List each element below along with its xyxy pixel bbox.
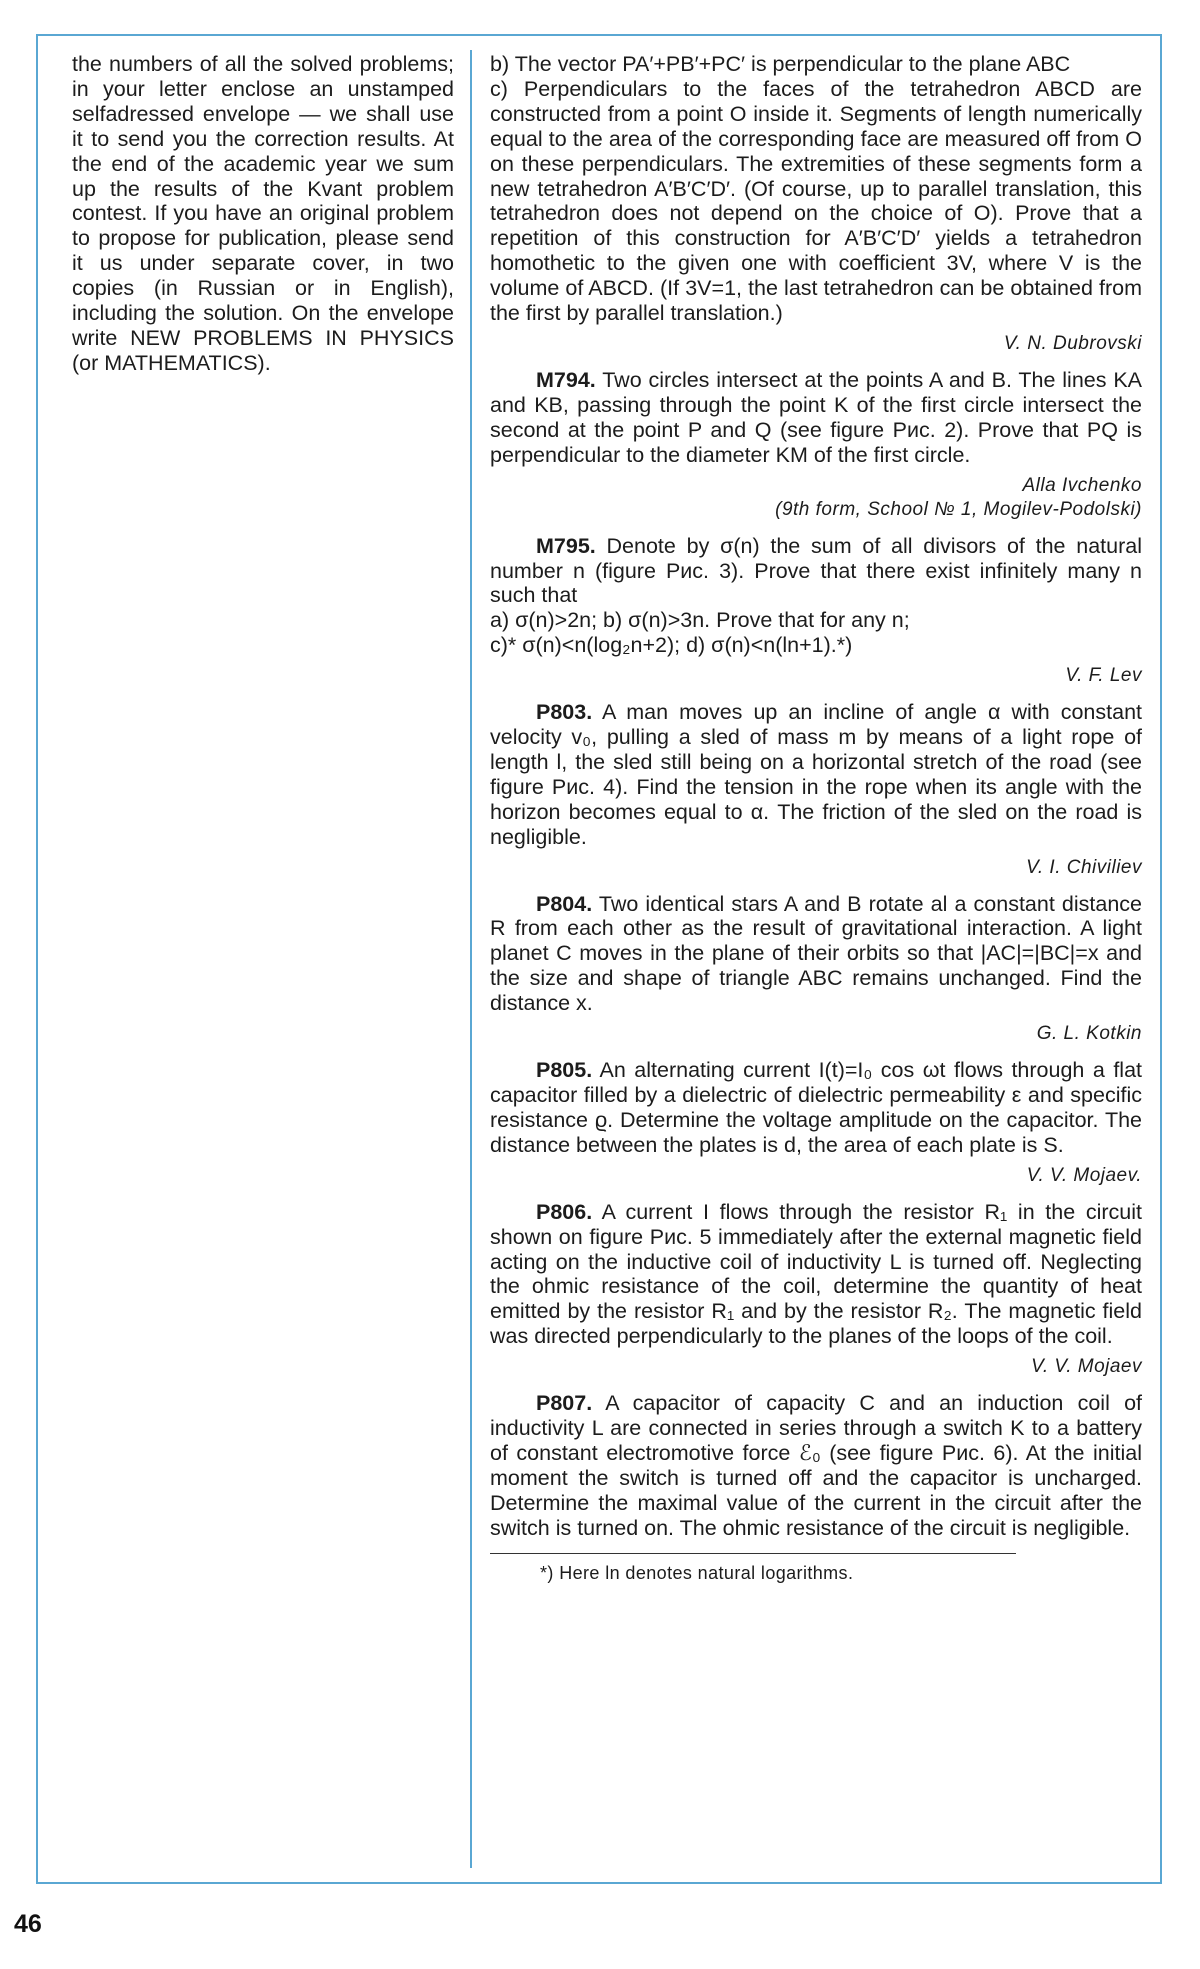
problem-line-ab: a) σ(n)>2n; b) σ(n)>3n. Prove that for any n; xyxy=(490,608,910,633)
problem-text: An alternating current I(t)=I₀ cos ωt flows through a flat capacitor filled by a dielectric of dielectric permeability ε and specific resistance ϱ. Determine the voltage amplitude on the capacitor. The distance between the plates is d, the area of each plate is S. xyxy=(490,1058,1142,1157)
page-frame xyxy=(36,34,1162,1884)
part-b: b) The vector PA′+PB′+PC′ is perpendicular to the plane ABC xyxy=(490,52,1071,76)
problem-id: P805. xyxy=(536,1058,593,1083)
problem-p807 xyxy=(490,1391,1142,1540)
problem-m795 xyxy=(490,534,1142,689)
footnote: *) Here ln denotes natural logarithms. xyxy=(540,1562,854,1583)
author: V. F. Lev xyxy=(1065,665,1142,687)
problem-text: Two identical stars A and B rotate al a constant distance R from each other as the result of gravitational interaction. A light planet C moves in the plane of their orbits so that |AC|=|BC|=x and the size and shape of triangle ABC remains unchanged. Find the distance x. xyxy=(490,891,1142,1016)
right-column xyxy=(490,52,1142,1584)
problem-text: Two circles intersect at the points A and B. The lines KA and KB, passing through the point K of the first circle intersect the second at the point P and Q (see figure Рис. 2). Prove that PQ is perpendicular to the diameter KM of the first circle. xyxy=(490,367,1143,467)
author: V. I. Chiviliev xyxy=(1026,856,1142,878)
problem-id: M794. xyxy=(536,367,596,392)
problem-id: P803. xyxy=(536,700,593,725)
problem-m794 xyxy=(490,368,1142,522)
footnote-rule xyxy=(490,1553,1016,1554)
problem-id: P807. xyxy=(536,1391,593,1416)
problem-line-cd: c)* σ(n)<n(log₂n+2); d) σ(n)<n(ln+1).*) xyxy=(490,633,853,658)
problem-p804 xyxy=(490,892,1142,1047)
continued-problem xyxy=(490,52,1142,356)
part-c: c) Perpendiculars to the faces of the tetrahedron ABCD are constructed from a point O inside it. Segments of length numerically equal to the area of the corresponding face are measured off from O on these perpendiculars. The extremities of these segments form a new tetrahedron A′B′C′D′. (Of course, up to parallel translation, this tetrahedron does not depend on the choice of O). Prove that a repetition of this construction for A′B′C′D′ yields a tetrahedron homothetic to the given one with coefficient 3V, where V is the volume of ABCD. (If 3V=1, the last tetrahedron can be obtained from the first by parallel translation.) xyxy=(490,76,1142,326)
problem-text: Denote by σ(n) the sum of all divisors of the natural number n (figure Рис. 3). Prove that there exist infinitely many n such that xyxy=(490,533,1142,608)
left-column xyxy=(72,52,454,376)
problem-id: M795. xyxy=(536,533,596,558)
problem-text: A current I flows through the resistor R₁ in the circuit shown on figure Рис. 5 immediately after the external magnetic field acting on the inductive coil of inductivity L is turned off. Neglecting the ohmic resistance of the coil, determine the quantity of heat emitted by the resistor R₁ and by the resistor R₂. The magnetic field was directed perpendicularly to the planes of the loops of the coil. xyxy=(490,1199,1142,1349)
problem-id: P806. xyxy=(536,1199,593,1224)
problem-text: A capacitor of capacity C and an induction coil of inductivity L are connected in series through a switch K to a battery of constant electromotive force ℰ₀ (see figure Рис. 6). At the initial moment the switch is turned off and the capacitor is uncharged. Determine the maximal value of the current in the circuit after the switch is turned on. The ohmic resistance of the circuit is negligible. xyxy=(490,1391,1142,1540)
problem-text: A man moves up an incline of angle α with constant velocity v₀, pulling a sled of mass m by means of a light rope of length l, the sled still being on a horizontal stretch of the road (see figure Рис. 4). Find the tension in the rope when its angle with the horizon becomes equal to α. The friction of the sled on the road is negligible. xyxy=(490,700,1142,849)
contest-instructions: the numbers of all the solved problems; in your letter enclose an unstamped selfadressed envelope — we shall use it to send you the correction results. At the end of the academic year we sum up the results of the Kvant problem contest. If you have an original problem to propose for publication, please send it us under separate cover, in two copies (in Russian or in English), including the solution. On the envelope write NEW PROBLEMS IN PHYSICS (or MATHEMATICS). xyxy=(72,52,454,375)
page-number: 46 xyxy=(14,1910,42,1938)
problem-p803 xyxy=(490,700,1142,879)
problem-p806 xyxy=(490,1200,1142,1379)
author: G. L. Kotkin xyxy=(1036,1023,1142,1045)
author: V. V. Mojaev xyxy=(1031,1356,1142,1378)
author: V. V. Mojaev. xyxy=(1026,1164,1142,1186)
author: Alla Ivchenko xyxy=(1022,474,1142,496)
author-affiliation: (9th form, School № 1, Mogilev-Podolski) xyxy=(775,498,1142,520)
problem-p805 xyxy=(490,1058,1142,1188)
author: V. N. Dubrovski xyxy=(1003,332,1142,354)
problem-id: P804. xyxy=(536,891,593,916)
column-divider xyxy=(470,50,472,1868)
